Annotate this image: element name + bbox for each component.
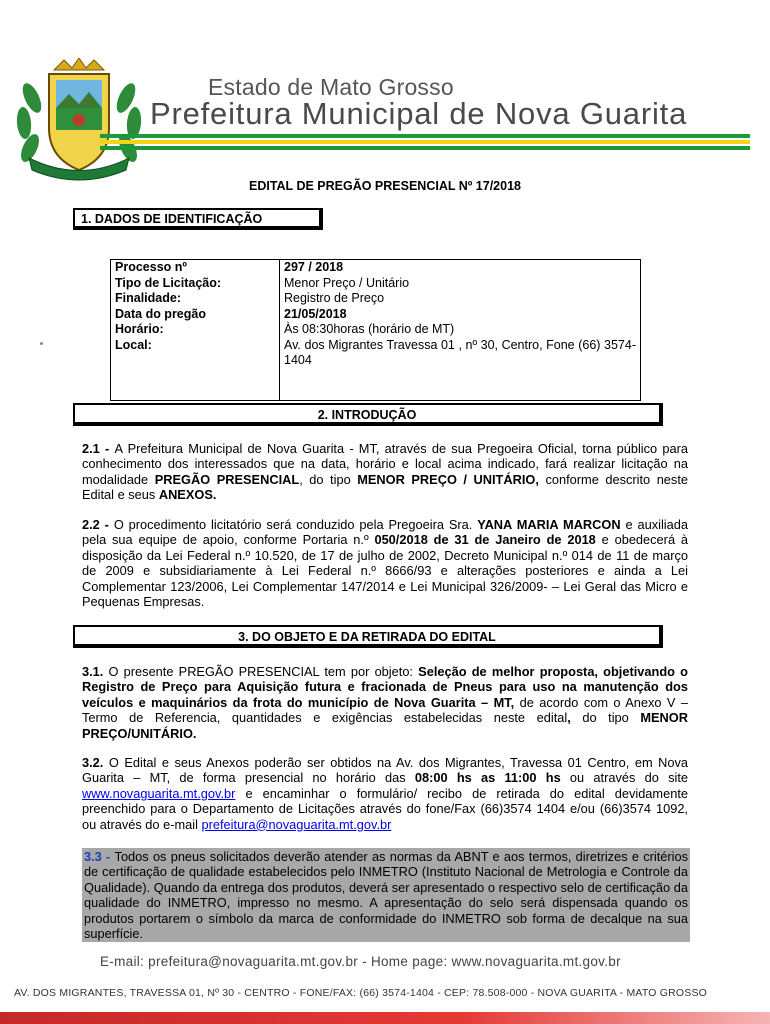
paragraph-3-3 [82,848,690,942]
row-label: Processo nº [111,260,280,276]
header-stripe-green [100,134,750,138]
municipal-crest-logo [14,58,144,183]
table-row [111,291,641,307]
footer-contact-line: E-mail: prefeitura@novaguarita.mt.gov.br - Home page: www.novaguarita.mt.gov.br [100,954,621,969]
bold-text: 08:00 hs as 11:00 hs [414,770,561,786]
paragraph-number: 2.2 - [82,517,114,532]
row-value: Às 08:30horas (horário de MT) [280,322,641,338]
row-value: Av. dos Migrantes Travessa 01 , nº 30, Centro, Fone (66) 3574-1404 [280,338,641,401]
paragraph-text: e auxiliada pela sua equipe de apoio, conforme Portaria n.º [82,517,688,548]
header-stripe-yellow [100,140,750,144]
paragraph-text: Todos os pneus solicitados deverão atender as normas da ABNT e aos termos, diretrizes e critérios de certificação de qualidade estabelecidos pelo INMETRO (Instituto Nacional de Metrologia e Controle da Qualidade). Quando da entrega dos produtos, deverá ser apresentado o respectivo selo de certificação da qualidade do INMETRO, impresso no mesmo. A apresentação do selo será dispensada quando os produtos portarem o símbolo da marca de conformidade do INMETRO sob forma de decalque na sua superfície. [84,849,688,942]
row-value: Registro de Preço [280,291,641,307]
row-value: 297 / 2018 [280,260,641,276]
paragraph-2-1 [82,441,688,503]
paragraph-text: e obedecerá à disposição da Lei Federal n.º 10.520, de 17 de julho de 2002, Decreto Municipal n.º 014 de 11 de março de 2009 e subsidiariamente à Lei Federal n.º 8666/93 e alterações posteriores e ainda a Lei Complementar 123/2006, Lei Complementar 147/2014 e Lei Municipal 326/2009- – Lei Geral das Micro e Pequenas Empresas. [82,532,688,610]
table-row [111,260,641,276]
paragraph-text: de acordo com o Anexo V – Termo de Referencia, quantidades e exigências estabelecidas neste edital [82,694,689,726]
bold-text: YANA MARIA MARCON [477,517,621,532]
paragraph-number: 3.2. [82,755,104,770]
paragraph-text: ou através do site [560,770,689,786]
row-value: 21/05/2018 [280,307,641,323]
row-label: Local: [111,338,280,401]
paragraph-text: A Prefeitura Municipal de Nova Guarita - MT, através de sua Pregoeira Oficial, torna público para conhecimento dos interessados que na data, horário e local acima indicado, fará realizar licitação na modalidade [82,441,688,487]
document-title: EDITAL DE PREGÃO PRESENCIAL Nº 17/2018 [248,179,521,193]
bold-text: , [567,710,571,726]
identification-table [110,259,641,401]
bold-text: ANEXOS. [158,487,217,503]
section-heading-introduction: 2. INTRODUÇÃO [73,403,663,426]
table-row [111,322,641,338]
bold-text: PREGÃO PRESENCIAL [154,471,300,487]
bold-text: Seleção de melhor proposta, objetivando o Registro de Preço para Aquisição futura e fracionada de Pneus para uso na manutenção dos veículos e maquinários da frota do município de Nova Guarita – MT, [82,664,688,710]
bold-text: MENOR PREÇO/UNITÁRIO. [82,710,688,741]
row-label: Data do pregão [111,307,280,323]
paragraph-3-2 [82,755,688,832]
table-row [111,276,641,292]
table-row [111,338,641,401]
row-label: Finalidade: [111,291,280,307]
paragraph-text: O Edital e seus Anexos poderão ser obtidos na Av. dos Migrantes, Travessa 01 Centro, em Nova Guarita – MT, de forma presencial no horário das [82,755,688,786]
footer-address-line: AV. DOS MIGRANTES, TRAVESSA 01, Nº 30 - CENTRO - FONE/FAX: (66) 3574-1404 - CEP: 78.508-000 - NOVA GUARITA - MATO GROSSO [14,987,708,999]
email-link[interactable]: prefeitura@novaguarita.mt.gov.br [201,816,392,832]
row-label: Tipo de Licitação: [111,276,280,292]
row-value: Menor Preço / Unitário [280,276,641,292]
section-heading-identification: 1. DADOS DE IDENTIFICAÇÃO [73,208,323,230]
paragraph-text: e encaminhar o formulário/ recibo de retirada do edital devidamente preenchido para o Departamento de Licitações através do fone/Fax (66)3574 1404 e/ou (66)3574 1092, ou através do e-mail [82,785,688,832]
paragraph-text: do tipo [570,710,641,726]
paragraph-text: O procedimento licitatório será conduzido pela Pregoeira Sra. [113,517,478,532]
paragraph-text: O presente PREGÃO PRESENCIAL tem por objeto: [103,664,419,679]
bold-text: 050/2018 de 31 de Janeiro de 2018 [374,532,596,548]
bold-text: MENOR PREÇO / UNITÁRIO, [357,471,539,487]
footer-color-band [0,1012,770,1024]
header-state-name: Estado de Mato Grosso [208,74,454,100]
paragraph-number: 3.3 - [84,849,115,864]
paragraph-number: 2.1 - [82,441,115,456]
website-link[interactable]: www.novaguarita.mt.gov.br [82,785,236,801]
header-stripe-green [100,146,750,150]
paragraph-2-2 [82,517,688,609]
header-municipality-name: Prefeitura Municipal de Nova Guarita [150,96,688,131]
table-row [111,307,641,323]
paragraph-3-1 [82,664,688,741]
section-heading-object: 3. DO OBJETO E DA RETIRADA DO EDITAL [73,625,663,648]
paragraph-number: 3.1. [82,664,104,679]
scan-speck [40,342,43,345]
paragraph-text: conforme descrito neste Edital e seus [82,471,689,503]
row-label: Horário: [111,322,280,338]
paragraph-text: , do tipo [299,471,358,487]
